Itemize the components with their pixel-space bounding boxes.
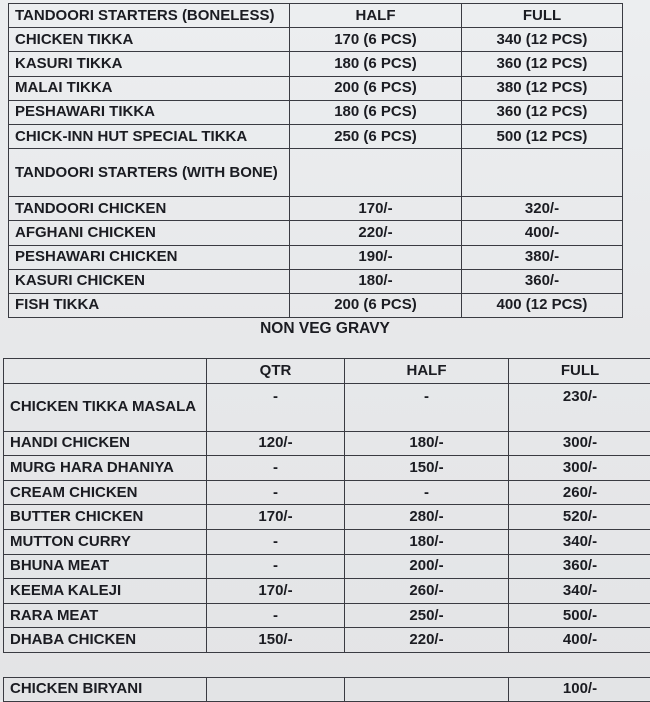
column-header-full: FULL [462, 4, 623, 28]
item-name: CHICKEN TIKKA MASALA [4, 383, 207, 431]
full-price: 260/- [509, 480, 650, 505]
tandoori-starters-table [8, 3, 623, 318]
table-row [4, 480, 650, 505]
full-price: 230/- [509, 383, 650, 431]
section-heading: TANDOORI STARTERS (BONELESS) [9, 4, 290, 28]
full-price: 320/- [462, 197, 623, 221]
item-name: CHICK-INN HUT SPECIAL TIKKA [9, 124, 290, 148]
half-price: 150/- [345, 456, 509, 481]
half-price: 170/- [290, 197, 462, 221]
table-row [9, 52, 623, 76]
gap-cell [4, 652, 207, 677]
full-price: 360 (12 PCS) [462, 52, 623, 76]
item-name: PESHAWARI CHICKEN [9, 245, 290, 269]
full-price: 380/- [462, 245, 623, 269]
table-row [9, 197, 623, 221]
table-row [4, 603, 650, 628]
column-header-half: HALF [345, 359, 509, 384]
qtr-price: - [207, 480, 345, 505]
full-price: 360/- [509, 554, 650, 579]
qtr-price: - [207, 603, 345, 628]
qtr-price: 120/- [207, 431, 345, 456]
full-price: 400/- [462, 221, 623, 245]
item-name: CHICKEN BIRYANI [4, 677, 207, 702]
section-heading: TANDOORI STARTERS (WITH BONE) [9, 149, 290, 197]
item-name: KASURI CHICKEN [9, 269, 290, 293]
half-price [345, 677, 509, 702]
table-header-row [9, 4, 623, 28]
table-row [9, 293, 623, 317]
half-price: - [345, 480, 509, 505]
table-row [4, 579, 650, 604]
half-price: 190/- [290, 245, 462, 269]
qtr-price: - [207, 554, 345, 579]
item-name: KASURI TIKKA [9, 52, 290, 76]
non-veg-gravy-table [3, 358, 650, 702]
item-name: PESHAWARI TIKKA [9, 100, 290, 124]
column-header-item [4, 359, 207, 384]
column-header-full: FULL [509, 359, 650, 384]
table-row [4, 554, 650, 579]
half-price: 220/- [290, 221, 462, 245]
full-price: 340/- [509, 579, 650, 604]
row-gap [4, 652, 650, 677]
table-row [9, 221, 623, 245]
item-name: RARA MEAT [4, 603, 207, 628]
table-row [4, 383, 650, 431]
item-name: CREAM CHICKEN [4, 480, 207, 505]
half-price: 200 (6 PCS) [290, 293, 462, 317]
item-name: AFGHANI CHICKEN [9, 221, 290, 245]
half-price: 180/- [290, 269, 462, 293]
table-row [9, 269, 623, 293]
qtr-price [207, 677, 345, 702]
item-name: MALAI TIKKA [9, 76, 290, 100]
item-name: FISH TIKKA [9, 293, 290, 317]
half-price: 180/- [345, 431, 509, 456]
full-price: 340/- [509, 529, 650, 554]
qtr-price: 150/- [207, 628, 345, 653]
half-price: 200 (6 PCS) [290, 76, 462, 100]
half-price [290, 149, 462, 197]
table-row [9, 245, 623, 269]
item-name: CHICKEN TIKKA [9, 28, 290, 52]
table-row [9, 76, 623, 100]
table-header-row [4, 359, 650, 384]
gap-cell [509, 652, 650, 677]
table-row [4, 456, 650, 481]
gravy-section-title: NON VEG GRAVY [0, 320, 650, 338]
column-header-half: HALF [290, 4, 462, 28]
qtr-price: 170/- [207, 579, 345, 604]
full-price: 360 (12 PCS) [462, 100, 623, 124]
half-price: 250/- [345, 603, 509, 628]
item-name: BUTTER CHICKEN [4, 505, 207, 530]
full-price: 380 (12 PCS) [462, 76, 623, 100]
half-price: - [345, 383, 509, 431]
full-price: 500/- [509, 603, 650, 628]
qtr-price: - [207, 456, 345, 481]
half-price: 170 (6 PCS) [290, 28, 462, 52]
half-price: 250 (6 PCS) [290, 124, 462, 148]
gap-cell [207, 652, 345, 677]
section-heading-row [9, 149, 623, 197]
item-name: DHABA CHICKEN [4, 628, 207, 653]
gap-cell [345, 652, 509, 677]
half-price: 260/- [345, 579, 509, 604]
table-row [9, 124, 623, 148]
qtr-price: - [207, 529, 345, 554]
qtr-price: 170/- [207, 505, 345, 530]
full-price: 520/- [509, 505, 650, 530]
table-row [4, 431, 650, 456]
column-header-qtr: QTR [207, 359, 345, 384]
table-row [9, 100, 623, 124]
full-price: 300/- [509, 431, 650, 456]
qtr-price: - [207, 383, 345, 431]
table-row [4, 677, 650, 702]
full-price: 100/- [509, 677, 650, 702]
table-row [4, 529, 650, 554]
full-price: 300/- [509, 456, 650, 481]
full-price: 340 (12 PCS) [462, 28, 623, 52]
half-price: 180 (6 PCS) [290, 52, 462, 76]
item-name: KEEMA KALEJI [4, 579, 207, 604]
item-name: MUTTON CURRY [4, 529, 207, 554]
item-name: MURG HARA DHANIYA [4, 456, 207, 481]
full-price [462, 149, 623, 197]
table-row [4, 505, 650, 530]
full-price: 360/- [462, 269, 623, 293]
half-price: 180/- [345, 529, 509, 554]
full-price: 400/- [509, 628, 650, 653]
full-price: 500 (12 PCS) [462, 124, 623, 148]
full-price: 400 (12 PCS) [462, 293, 623, 317]
half-price: 220/- [345, 628, 509, 653]
item-name: BHUNA MEAT [4, 554, 207, 579]
item-name: TANDOORI CHICKEN [9, 197, 290, 221]
half-price: 280/- [345, 505, 509, 530]
half-price: 180 (6 PCS) [290, 100, 462, 124]
table-row [4, 628, 650, 653]
table-row [9, 28, 623, 52]
item-name: HANDI CHICKEN [4, 431, 207, 456]
half-price: 200/- [345, 554, 509, 579]
